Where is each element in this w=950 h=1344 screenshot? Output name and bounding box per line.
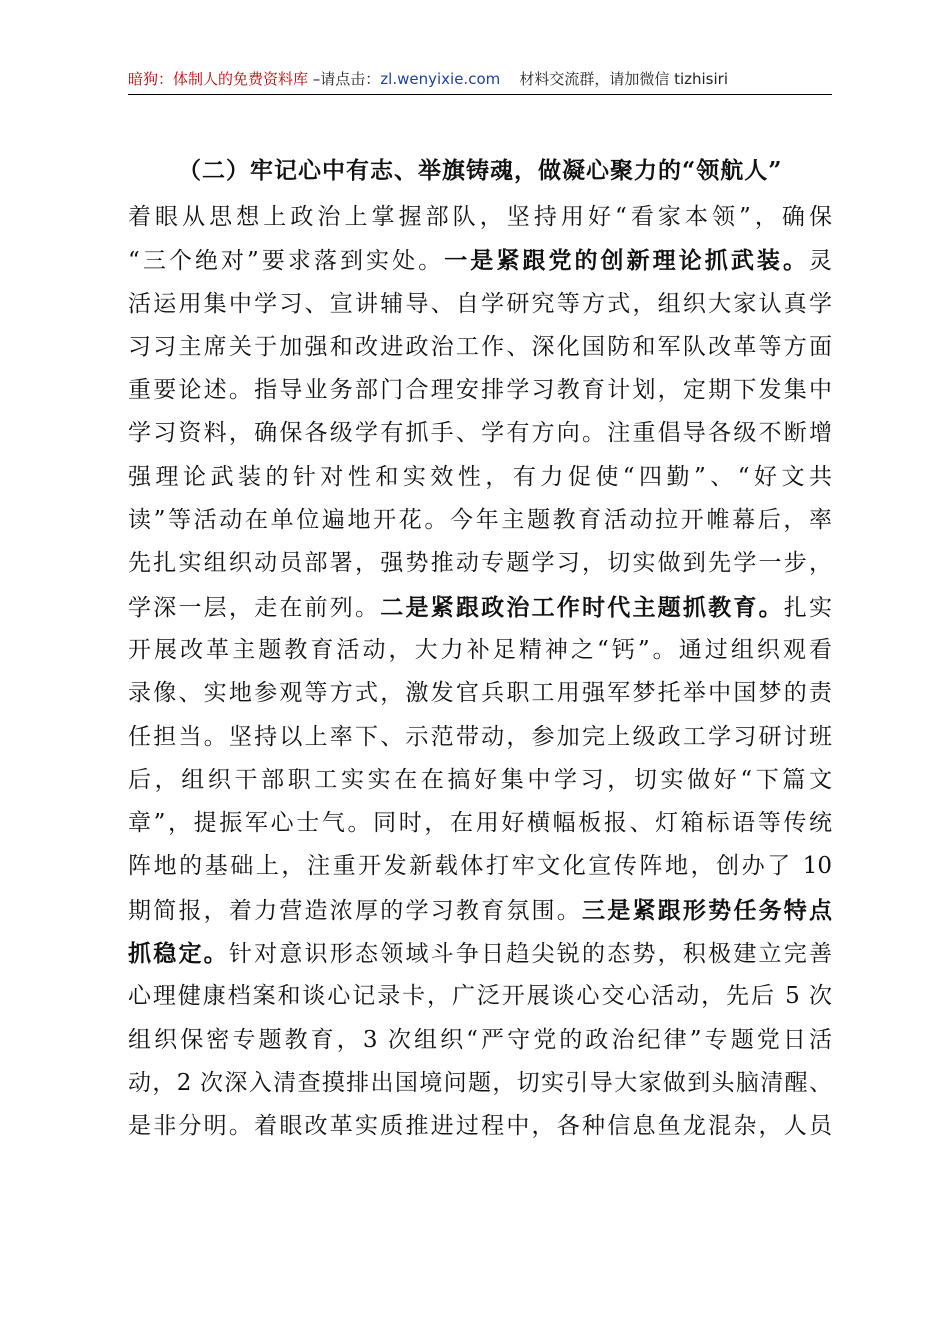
bold-text-segment: 二是紧跟政治工作时代主题抓教育。 xyxy=(380,593,784,621)
text-line xyxy=(128,672,832,715)
text-segment: 阵地的基础上，注重开发新载体打牢文化宣传阵地，创办了 10 xyxy=(128,853,832,880)
text-segment: 录像、实地参观等方式，激发官兵职工用强军梦托举中国梦的责 xyxy=(128,680,832,707)
bold-text-segment: 一是紧跟党的创新理论抓武装。 xyxy=(444,247,809,275)
text-line xyxy=(128,1062,832,1105)
text-segment: 开展改革主题教育活动，大力补足精神之“钙”。通过组织观看 xyxy=(128,636,832,663)
text-segment: 学深一层，走在前列。 xyxy=(128,594,381,621)
text-line xyxy=(128,889,832,932)
header-click-prompt: –请点击： xyxy=(308,70,381,88)
text-line xyxy=(128,542,832,585)
text-segment: 章”，提振军心士气。同时，在用好横幅板报、灯箱标语等传统 xyxy=(128,810,832,837)
text-segment: 先扎实组织动员部署，强势推动专题学习，切实做到先学一步， xyxy=(128,550,832,577)
text-segment: 着眼从思想上政治上掌握部队，坚持用好“看家本领”，确保 xyxy=(128,204,832,230)
header-link[interactable]: zl.wenyixie.com xyxy=(380,70,501,88)
text-line xyxy=(128,369,832,412)
text-segment: 读”等活动在单位遍地开花。今年主题教育活动拉开帷幕后，率 xyxy=(128,507,832,534)
text-segment: 针对意识形态领域斗争日趋尖锐的态势，积极建立完善 xyxy=(228,941,833,968)
text-line xyxy=(128,456,832,499)
text-line xyxy=(128,759,832,802)
text-line xyxy=(128,239,832,282)
text-segment: 习习主席关于加强和改进政治工作、深化国防和军队改革等方面 xyxy=(128,333,832,360)
text-segment: 扎实 xyxy=(783,594,833,621)
text-line xyxy=(128,196,832,239)
section-heading: （二）牢记心中有志、举旗铸魂，做凝心聚力的“领航人” xyxy=(178,157,783,184)
header-divider xyxy=(128,94,832,95)
text-segment: 动，2 次深入清查摸排出国境问题，切实引导大家做到头脑清醒、 xyxy=(128,1069,832,1096)
page-header xyxy=(128,68,832,92)
text-segment: 学习资料，确保各级学有抓手、学有方向。注重倡导各级不断增 xyxy=(128,420,832,447)
bold-text-segment: 抓稳定。 xyxy=(128,940,229,968)
text-line xyxy=(128,586,832,629)
text-line xyxy=(128,716,832,759)
text-segment: “三个绝对”要求落到实处。 xyxy=(128,248,445,275)
header-wechat-note: 材料交流群，请加微信 tizhisiri xyxy=(519,70,728,88)
header-site-name: 暗狗：体制人的免费资料库 xyxy=(128,70,309,88)
text-segment: 强理论武装的针对性和实效性，有力促使“四勤”、“好文共 xyxy=(128,463,832,490)
text-line xyxy=(128,283,832,326)
text-line xyxy=(128,412,832,455)
text-line xyxy=(128,1105,832,1148)
text-line xyxy=(128,932,832,975)
text-segment: 后，组织干部职工实实在在搞好集中学习，切实做好“下篇文 xyxy=(128,766,832,793)
body-paragraph xyxy=(128,196,832,1149)
text-segment: 是非分明。着眼改革实质推进过程中，各种信息鱼龙混杂，人员 xyxy=(128,1113,832,1140)
text-line xyxy=(128,499,832,542)
text-line xyxy=(128,802,832,845)
text-line xyxy=(128,1019,832,1062)
text-segment: 任担当。坚持以上率下、示范带动，参加完上级政工学习研讨班 xyxy=(128,723,832,750)
text-line xyxy=(128,629,832,672)
text-segment: 心理健康档案和谈心记录卡，广泛开展谈心交心活动，先后 5 次 xyxy=(128,983,832,1010)
text-segment: 重要论述。指导业务部门合理安排学习教育计划，定期下发集中 xyxy=(128,377,832,404)
text-segment: 灵 xyxy=(809,248,832,275)
bold-text-segment: 三是紧跟形势任务特点 xyxy=(582,896,833,924)
text-segment: 期简报，着力营造浓厚的学习教育氛围。 xyxy=(128,897,582,924)
text-segment: 活运用集中学习、宣讲辅导、自学研究等方式，组织大家认真学 xyxy=(128,290,832,317)
text-segment: 组织保密专题教育，3 次组织“严守党的政治纪律”专题党日活 xyxy=(128,1026,832,1053)
text-line xyxy=(128,975,832,1018)
text-line xyxy=(128,845,832,888)
text-line xyxy=(128,326,832,369)
